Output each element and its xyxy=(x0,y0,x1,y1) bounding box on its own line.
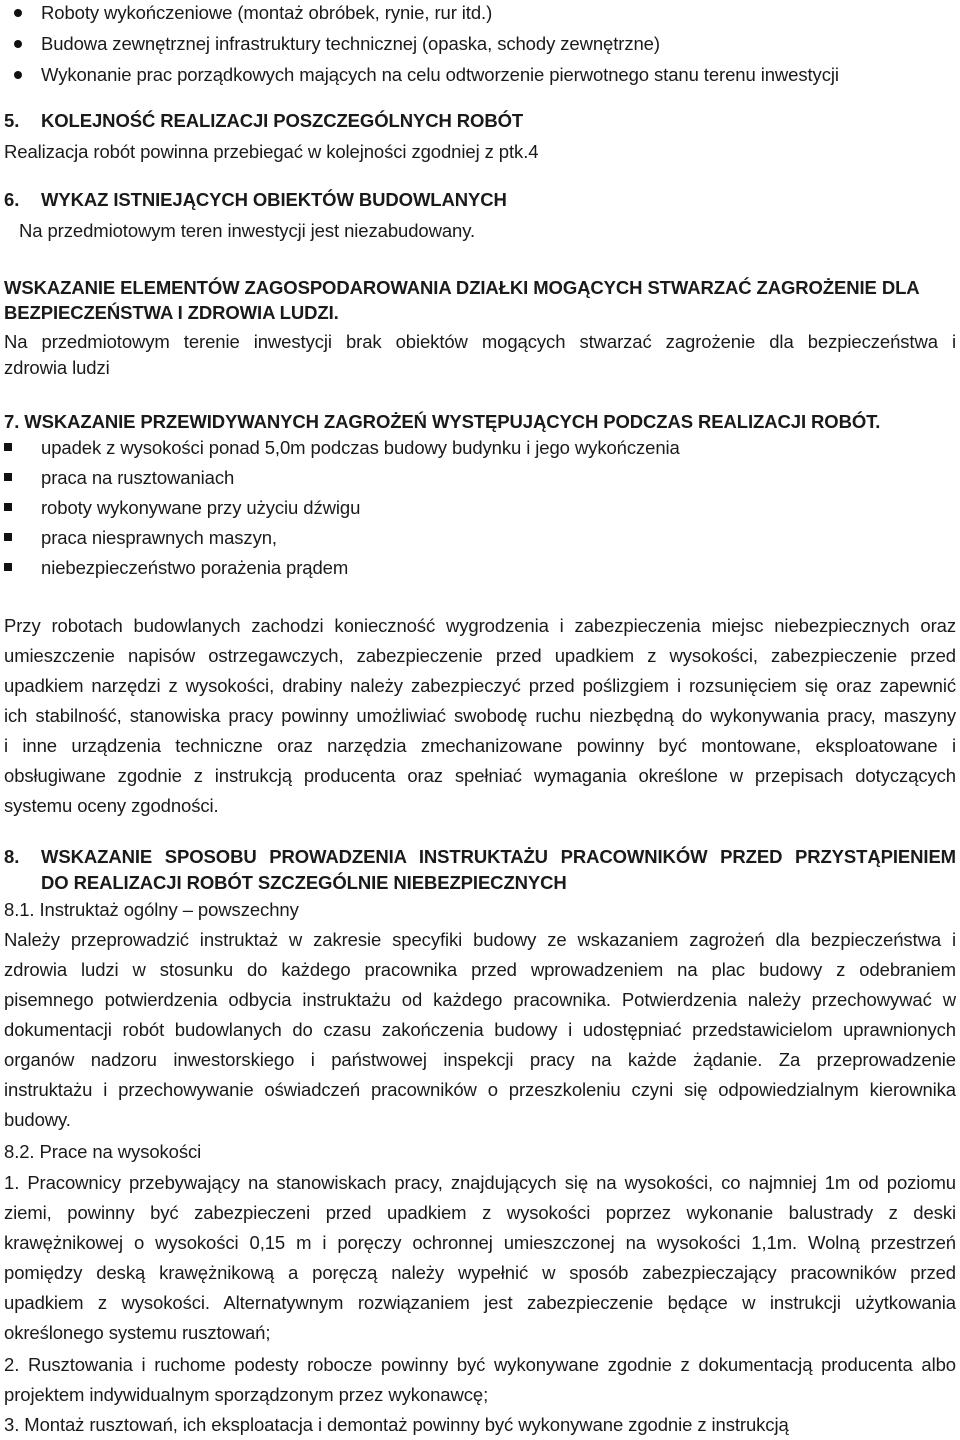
paragraph-line: 1. Pracownicy przebywający na stanowiskach pracy, znajdujących się na wysokości, co najmniej 1m od poziomu xyxy=(4,1172,956,1193)
hazard-item: niebezpieczeństwo porażenia prądem xyxy=(41,557,349,578)
section-title: 7. WSKAZANIE PRZEWIDYWANYCH ZAGROŻEŃ WYSTĘPUJĄCYCH PODCZAS REALIZACJI ROBÓT. xyxy=(4,411,881,432)
paragraph-line: projektem indywidualnym sporządzonym przez wykonawcę; xyxy=(4,1384,489,1405)
paragraph-line: ich stabilność, stanowiska pracy powinny umożliwiać swobodę ruchu niezbędną do wykonywania pracy, maszyny xyxy=(4,705,956,726)
square-bullet xyxy=(4,563,12,571)
square-bullet xyxy=(4,533,12,541)
section-text: Na przedmiotowym terenie inwestycji brak obiektów mogących stwarzać zagrożenie dla bezpieczeństwa i xyxy=(4,331,956,352)
section-title: WYKAZ ISTNIEJĄCYCH OBIEKTÓW BUDOWLANYCH xyxy=(41,189,507,210)
section-text: zdrowia ludzi xyxy=(4,357,110,378)
paragraph-line: określonego systemu rusztowań; xyxy=(4,1322,271,1343)
paragraph-line: obsługiwane zgodnie z instrukcją producenta oraz spełniać wymagania określone w przepisach dotyczących xyxy=(4,765,956,786)
hazard-item: praca niesprawnych maszyn, xyxy=(41,527,277,548)
paragraph-line: zdrowia ludzi w stosunku do każdego pracownika przed wprowadzeniem na plac budowy z odebraniem xyxy=(4,959,956,980)
square-bullet xyxy=(4,443,12,451)
bullet-text: Wykonanie prac porządkowych mających na celu odtworzenie pierwotnego stanu terenu inwestycji xyxy=(41,64,839,85)
section-title: BEZPIECZEŃSTWA I ZDROWIA LUDZI. xyxy=(4,302,339,323)
paragraph-line: upadkiem narzędzi z wysokości, drabiny należy zabezpieczyć przed poślizgiem i rozsunięciem się oraz zapewnić xyxy=(4,675,956,696)
section-title: WSKAZANIE ELEMENTÓW ZAGOSPODAROWANIA DZIAŁKI MOGĄCYCH STWARZAĆ ZAGROŻENIE DLA xyxy=(4,277,920,298)
paragraph-line: pomiędzy deską krawężnikową a poręczą należy wypełnić w sposób zabezpieczający pracowników przed xyxy=(4,1262,956,1283)
bullet-text: Roboty wykończeniowe (montaż obróbek, rynie, rur itd.) xyxy=(41,2,493,23)
bullet-dot xyxy=(14,9,22,17)
paragraph-line: budowy. xyxy=(4,1109,71,1130)
paragraph-line: instruktażu i przechowywanie oświadczeń pracowników o przeszkoleniu czyni się odpowiedzialnym kierownika xyxy=(4,1079,956,1100)
paragraph-line: pisemnego potwierdzenia odbycia instruktażu od każdego pracownika. Potwierdzenia należy przechowywać w xyxy=(4,989,956,1010)
subsection-title: 8.1. Instruktaż ogólny – powszechny xyxy=(4,899,299,920)
bullet-dot xyxy=(14,71,22,79)
paragraph-line: systemu oceny zgodności. xyxy=(4,795,219,816)
paragraph-line: krawężnikowej o wysokości 0,15 m i poręczy ochronnej umieszczonej na wysokości 1,1m. Wolną przestrzeń xyxy=(4,1232,956,1253)
hazard-item: upadek z wysokości ponad 5,0m podczas budowy budynku i jego wykończenia xyxy=(41,437,680,458)
paragraph-line: 3. Montaż rusztowań, ich eksploatacja i demontaż powinny być wykonywane zgodnie z instrukcją xyxy=(4,1414,789,1435)
section-number: 8. xyxy=(4,846,20,867)
paragraph-line: ziemi, powinny być zabezpieczeni przed upadkiem z wysokości poprzez wykonanie balustrady z deski xyxy=(4,1202,956,1223)
paragraph-line: umieszczenie napisów ostrzegawczych, zabezpieczenie przed upadkiem z wysokości, zabezpieczenie przed xyxy=(4,645,956,666)
paragraph-line: 2. Rusztowania i ruchome podesty robocze powinny być wykonywane zgodnie z dokumentacją producenta albo xyxy=(4,1354,956,1375)
paragraph-line: dokumentacji robót budowlanych do czasu zakończenia budowy i udostępniać przedstawicielom uprawnionych xyxy=(4,1019,956,1040)
paragraph-line: i inne urządzenia techniczne oraz narzędzia zmechanizowane powinny być montowane, eksploatowane i xyxy=(4,735,956,756)
section-title: WSKAZANIE SPOSOBU PROWADZENIA INSTRUKTAŻU PRACOWNIKÓW PRZED PRZYSTĄPIENIEM xyxy=(41,846,956,867)
section-title: KOLEJNOŚĆ REALIZACJI POSZCZEGÓLNYCH ROBÓT xyxy=(41,110,524,131)
bullet-dot xyxy=(14,40,22,48)
section-title: DO REALIZACJI ROBÓT SZCZEGÓLNIE NIEBEZPIECZNYCH xyxy=(41,872,567,893)
square-bullet xyxy=(4,503,12,511)
section-number: 6. xyxy=(4,189,20,210)
hazard-item: praca na rusztowaniach xyxy=(41,467,235,488)
hazard-item: roboty wykonywane przy użyciu dźwigu xyxy=(41,497,361,518)
section-number: 5. xyxy=(4,110,20,131)
paragraph-line: Przy robotach budowlanych zachodzi konieczność wygrodzenia i zabezpieczenia miejsc niebezpiecznych oraz xyxy=(4,615,956,636)
section-text: Na przedmiotowym teren inwestycji jest niezabudowany. xyxy=(19,220,476,241)
paragraph-line: Należy przeprowadzić instruktaż w zakresie specyfiki budowy ze wskazaniem zagrożeń dla bezpieczeństwa i xyxy=(4,929,956,950)
paragraph-line: organów nadzoru inwestorskiego i państwowej inspekcji pracy na każde żądanie. Za przeprowadzenie xyxy=(4,1049,956,1070)
subsection-title: 8.2. Prace na wysokości xyxy=(4,1141,202,1162)
bullet-text: Budowa zewnętrznej infrastruktury technicznej (opaska, schody zewnętrzne) xyxy=(41,33,660,54)
paragraph-line: upadkiem z wysokości. Alternatywnym rozwiązaniem jest zabezpieczenie będące w instrukcji użytkowania xyxy=(4,1292,956,1313)
section-text: Realizacja robót powinna przebiegać w kolejności zgodniej z ptk.4 xyxy=(4,141,539,162)
square-bullet xyxy=(4,473,12,481)
